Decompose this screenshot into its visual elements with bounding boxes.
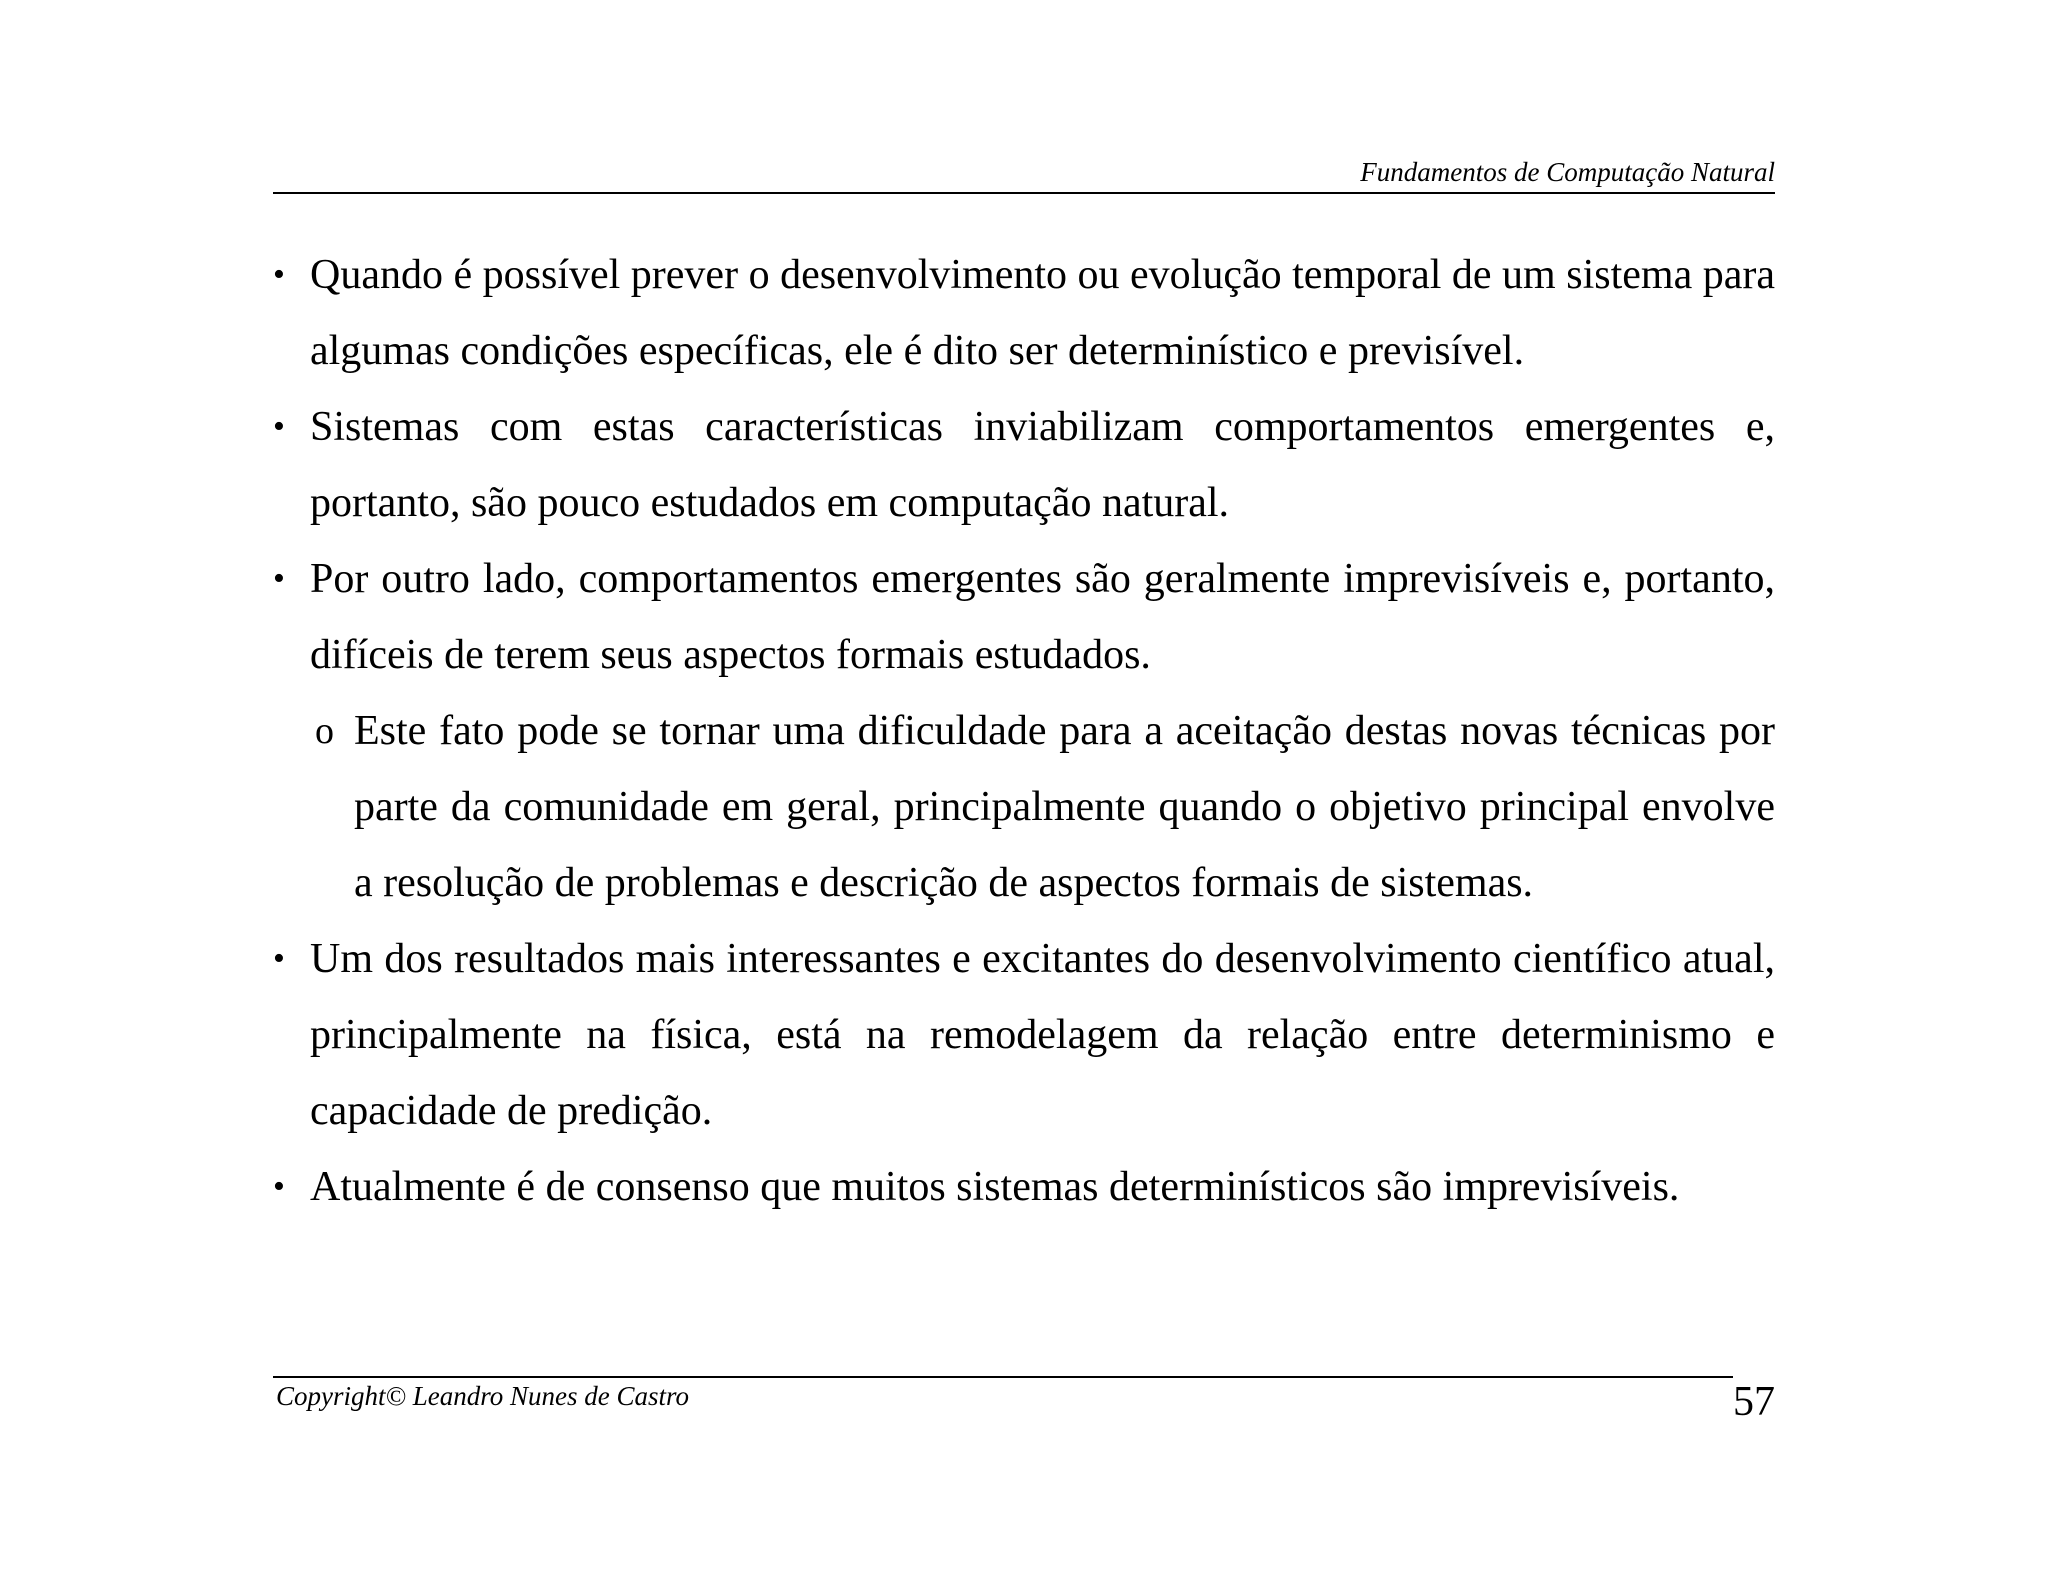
bullet-item (273, 541, 1775, 693)
bullet-text: Por outro lado, comportamentos emergentes são geralmente imprevisíveis e, portanto, difíceis de terem seus aspectos formais estudados. (310, 556, 1775, 678)
bullet-marker: • (273, 940, 285, 977)
bullet-text: Sistemas com estas características inviabilizam comportamentos emergentes e, portanto, são pouco estudados em computação natural. (310, 404, 1775, 526)
bullet-text: Quando é possível prever o desenvolvimento ou evolução temporal de um sistema para algumas condições específicas, ele é dito ser determinístico e previsível. (310, 252, 1775, 374)
bullet-text: Um dos resultados mais interessantes e excitantes do desenvolvimento científico atual, principalmente na física, está na remodelagem da relação entre determinismo e capacidade de predição. (310, 936, 1775, 1134)
bullet-marker: • (273, 1168, 285, 1205)
running-header-title: Fundamentos de Computação Natural (1360, 157, 1775, 187)
bullet-item (273, 389, 1775, 541)
bullet-item (273, 1149, 1775, 1225)
sub-bullet-item (273, 693, 1775, 921)
bullet-item (273, 921, 1775, 1149)
sub-bullet-text: Este fato pode se tornar uma dificuldade para a aceitação destas novas técnicas por parte da comunidade em geral, principalmente quando o objetivo principal envolve a resolução de problemas e descrição de aspectos formais de sistemas. (354, 708, 1775, 906)
bullet-marker: • (273, 256, 285, 293)
bullet-marker: • (273, 408, 285, 445)
bullet-item (273, 237, 1775, 389)
bullet-text: Atualmente é de consenso que muitos sistemas determinísticos são imprevisíveis. (310, 1164, 1680, 1210)
page-number: 57 (1733, 1379, 1775, 1425)
bullet-marker: • (273, 560, 285, 597)
header-divider (273, 192, 1775, 194)
sub-bullet-marker: o (315, 710, 334, 752)
footer-copyright: Copyright© Leandro Nunes de Castro (276, 1381, 690, 1411)
slide-body (273, 237, 1775, 1225)
